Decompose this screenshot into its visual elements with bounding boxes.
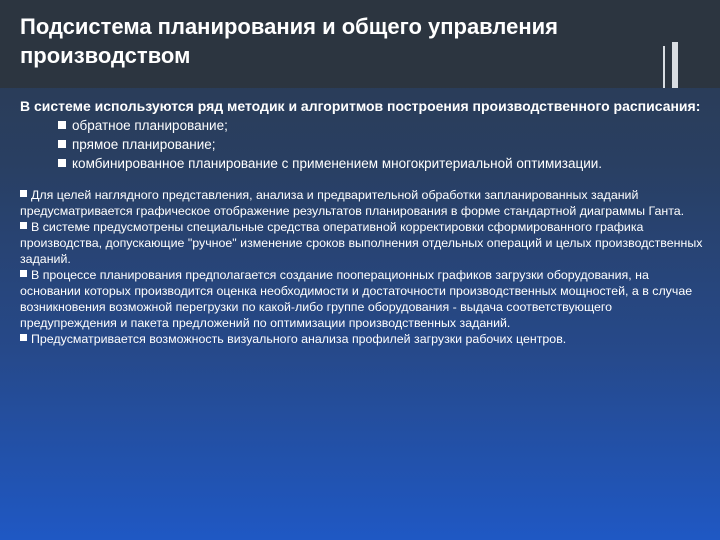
square-bullet-icon (58, 140, 66, 148)
paragraphs (20, 187, 710, 347)
intro-text: В системе используются ряд методик и алгоритмов построения производственного расписания: (20, 98, 701, 114)
paragraph-text: В системе предусмотрены специальные средства оперативной корректировки сформированного графика производства, допускающие "ручное" изменение сроков выполнения отдельных операций и целых производственных заданий. (20, 220, 703, 266)
square-bullet-icon (20, 222, 27, 229)
method-item-text: обратное планирование; (72, 118, 228, 133)
method-item (58, 116, 710, 135)
paragraph-text: Предусматривается возможность визуального анализа профилей загрузки рабочих центров. (31, 332, 567, 346)
paragraph-load-schedules (20, 267, 710, 331)
paragraph-gantt (20, 187, 710, 219)
decorative-bar-wide (672, 42, 678, 88)
title-band (0, 0, 720, 88)
method-item-text: комбинированное планирование с применением многокритериальной оптимизации. (72, 156, 603, 171)
paragraph-text: Для целей наглядного представления, анализа и предварительной обработки запланированных заданий предусматривается графическое отображение результатов планирования в форме стандартной диаграммы Ганта. (20, 188, 685, 218)
slide-title: Подсистема планирования и общего управления производством (20, 14, 558, 68)
paragraph-correction (20, 219, 710, 267)
square-bullet-icon (20, 334, 27, 341)
square-bullet-icon (20, 270, 27, 277)
slide-content (20, 97, 710, 347)
decorative-bar-thin (663, 46, 665, 88)
method-item (58, 135, 710, 154)
methods-list (20, 116, 710, 173)
square-bullet-icon (20, 190, 27, 197)
method-item-text: прямое планирование; (72, 137, 216, 152)
square-bullet-icon (58, 121, 66, 129)
method-item (58, 154, 710, 173)
paragraph-visual-analysis (20, 331, 710, 347)
square-bullet-icon (58, 159, 66, 167)
paragraph-text: В процессе планирования предполагается создание пооперационных графиков загрузки оборудования, на основании которых производится оценка необходимости и достаточности производственных мощностей, а в случае возникновения возможной перегрузки по какой-либо группе оборудования - выдача соответствующего предупреждения и пакета предложений по оптимизации производственных заданий. (20, 268, 693, 330)
